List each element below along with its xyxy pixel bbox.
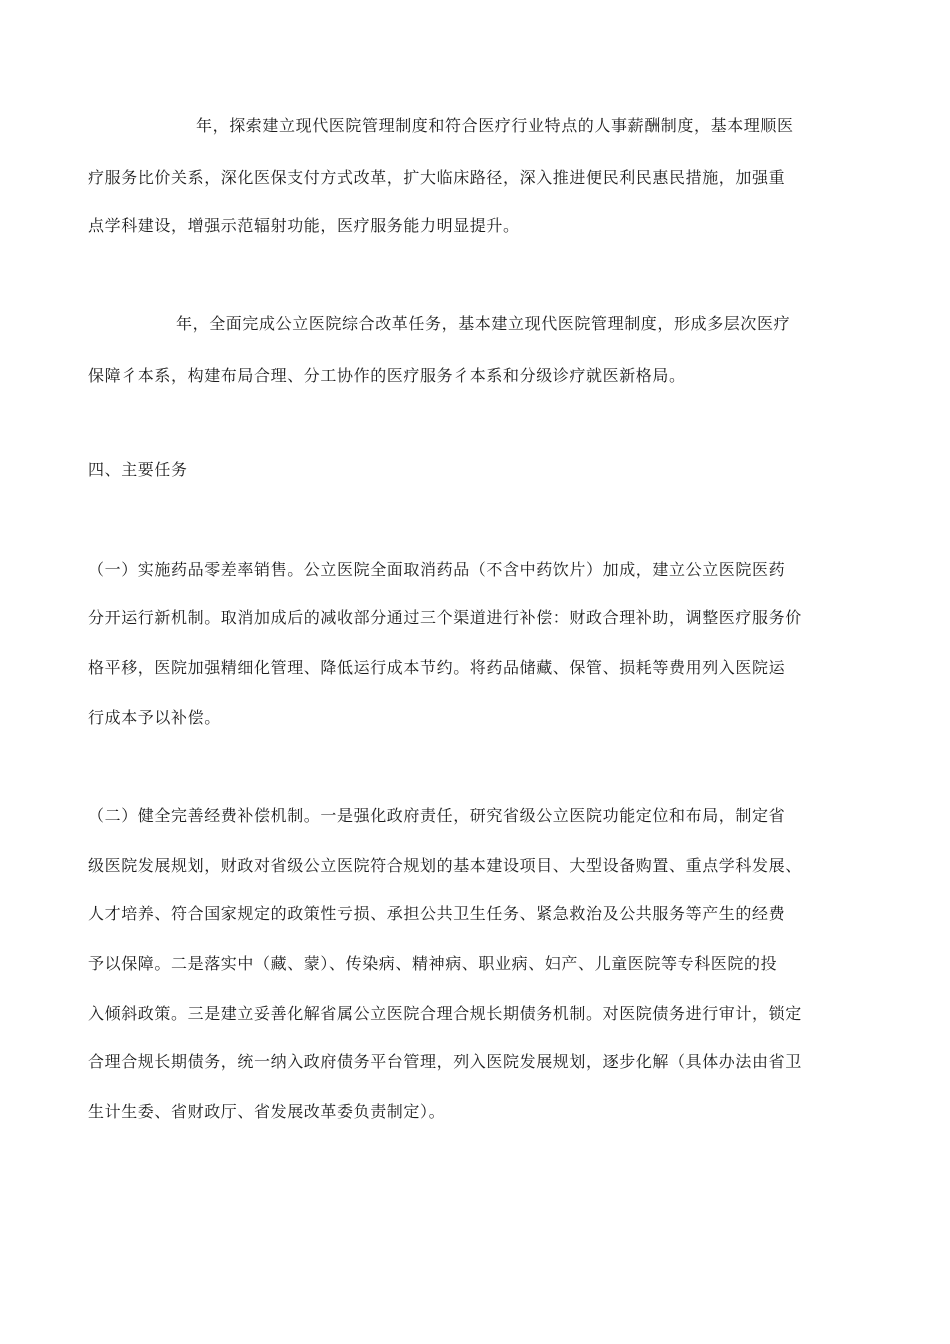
paragraph-3-line-4: 行成本予以补偿。 xyxy=(88,708,221,727)
paragraph-4-line-1: （二）健全完善经费补偿机制。一是强化政府责任，研究省级公立医院功能定位和布局，制定省 xyxy=(88,806,786,825)
paragraph-4-line-5: 入倾斜政策。三是建立妥善化解省属公立医院合理合规长期债务机制。对医院债务进行审计，锁定 xyxy=(88,1004,802,1023)
paragraph-1-line-3: 点学科建设，增强示范辐射功能，医疗服务能力明显提升。 xyxy=(88,216,520,235)
paragraph-3-line-1: （一）实施药品零差率销售。公立医院全面取消药品（不含中药饮片）加成，建立公立医院医药 xyxy=(88,560,786,579)
paragraph-4-line-3: 人才培养、符合国家规定的政策性亏损、承担公共卫生任务、紧急救治及公共服务等产生的经费 xyxy=(88,904,786,923)
paragraph-2-line-2: 保障彳本系，构建布局合理、分工协作的医疗服务彳本系和分级诊疗就医新格局。 xyxy=(88,366,686,385)
section-heading: 四、主要任务 xyxy=(88,460,188,479)
paragraph-3-line-2: 分开运行新机制。取消加成后的减收部分通过三个渠道进行补偿：财政合理补助，调整医疗服务价 xyxy=(88,608,802,627)
paragraph-1-line-1: 年，探索建立现代医院管理制度和符合医疗行业特点的人事薪酬制度，基本理顺医 xyxy=(196,116,794,135)
paragraph-3-line-3: 格平移，医院加强精细化管理、降低运行成本节约。将药品储藏、保管、损耗等费用列入医院运 xyxy=(88,658,786,677)
paragraph-4-line-4: 予以保障。二是落实中（藏、蒙）、传染病、精神病、职业病、妇产、儿童医院等专科医院的投 xyxy=(88,954,778,973)
paragraph-2-line-1: 年，全面完成公立医院综合改革任务，基本建立现代医院管理制度，形成多层次医疗 xyxy=(176,314,791,333)
paragraph-4-line-6: 合理合规长期债务，统一纳入政府债务平台管理，列入医院发展规划，逐步化解（具体办法由省卫 xyxy=(88,1052,802,1071)
paragraph-4-line-2: 级医院发展规划，财政对省级公立医院符合规划的基本建设项目、大型设备购置、重点学科发展、 xyxy=(88,856,802,875)
paragraph-4-line-7: 生计生委、省财政厅、省发展改革委负责制定）。 xyxy=(88,1102,446,1121)
paragraph-1-line-2: 疗服务比价关系，深化医保支付方式改革，扩大临床路径，深入推进便民利民惠民措施，加强重 xyxy=(88,168,786,187)
